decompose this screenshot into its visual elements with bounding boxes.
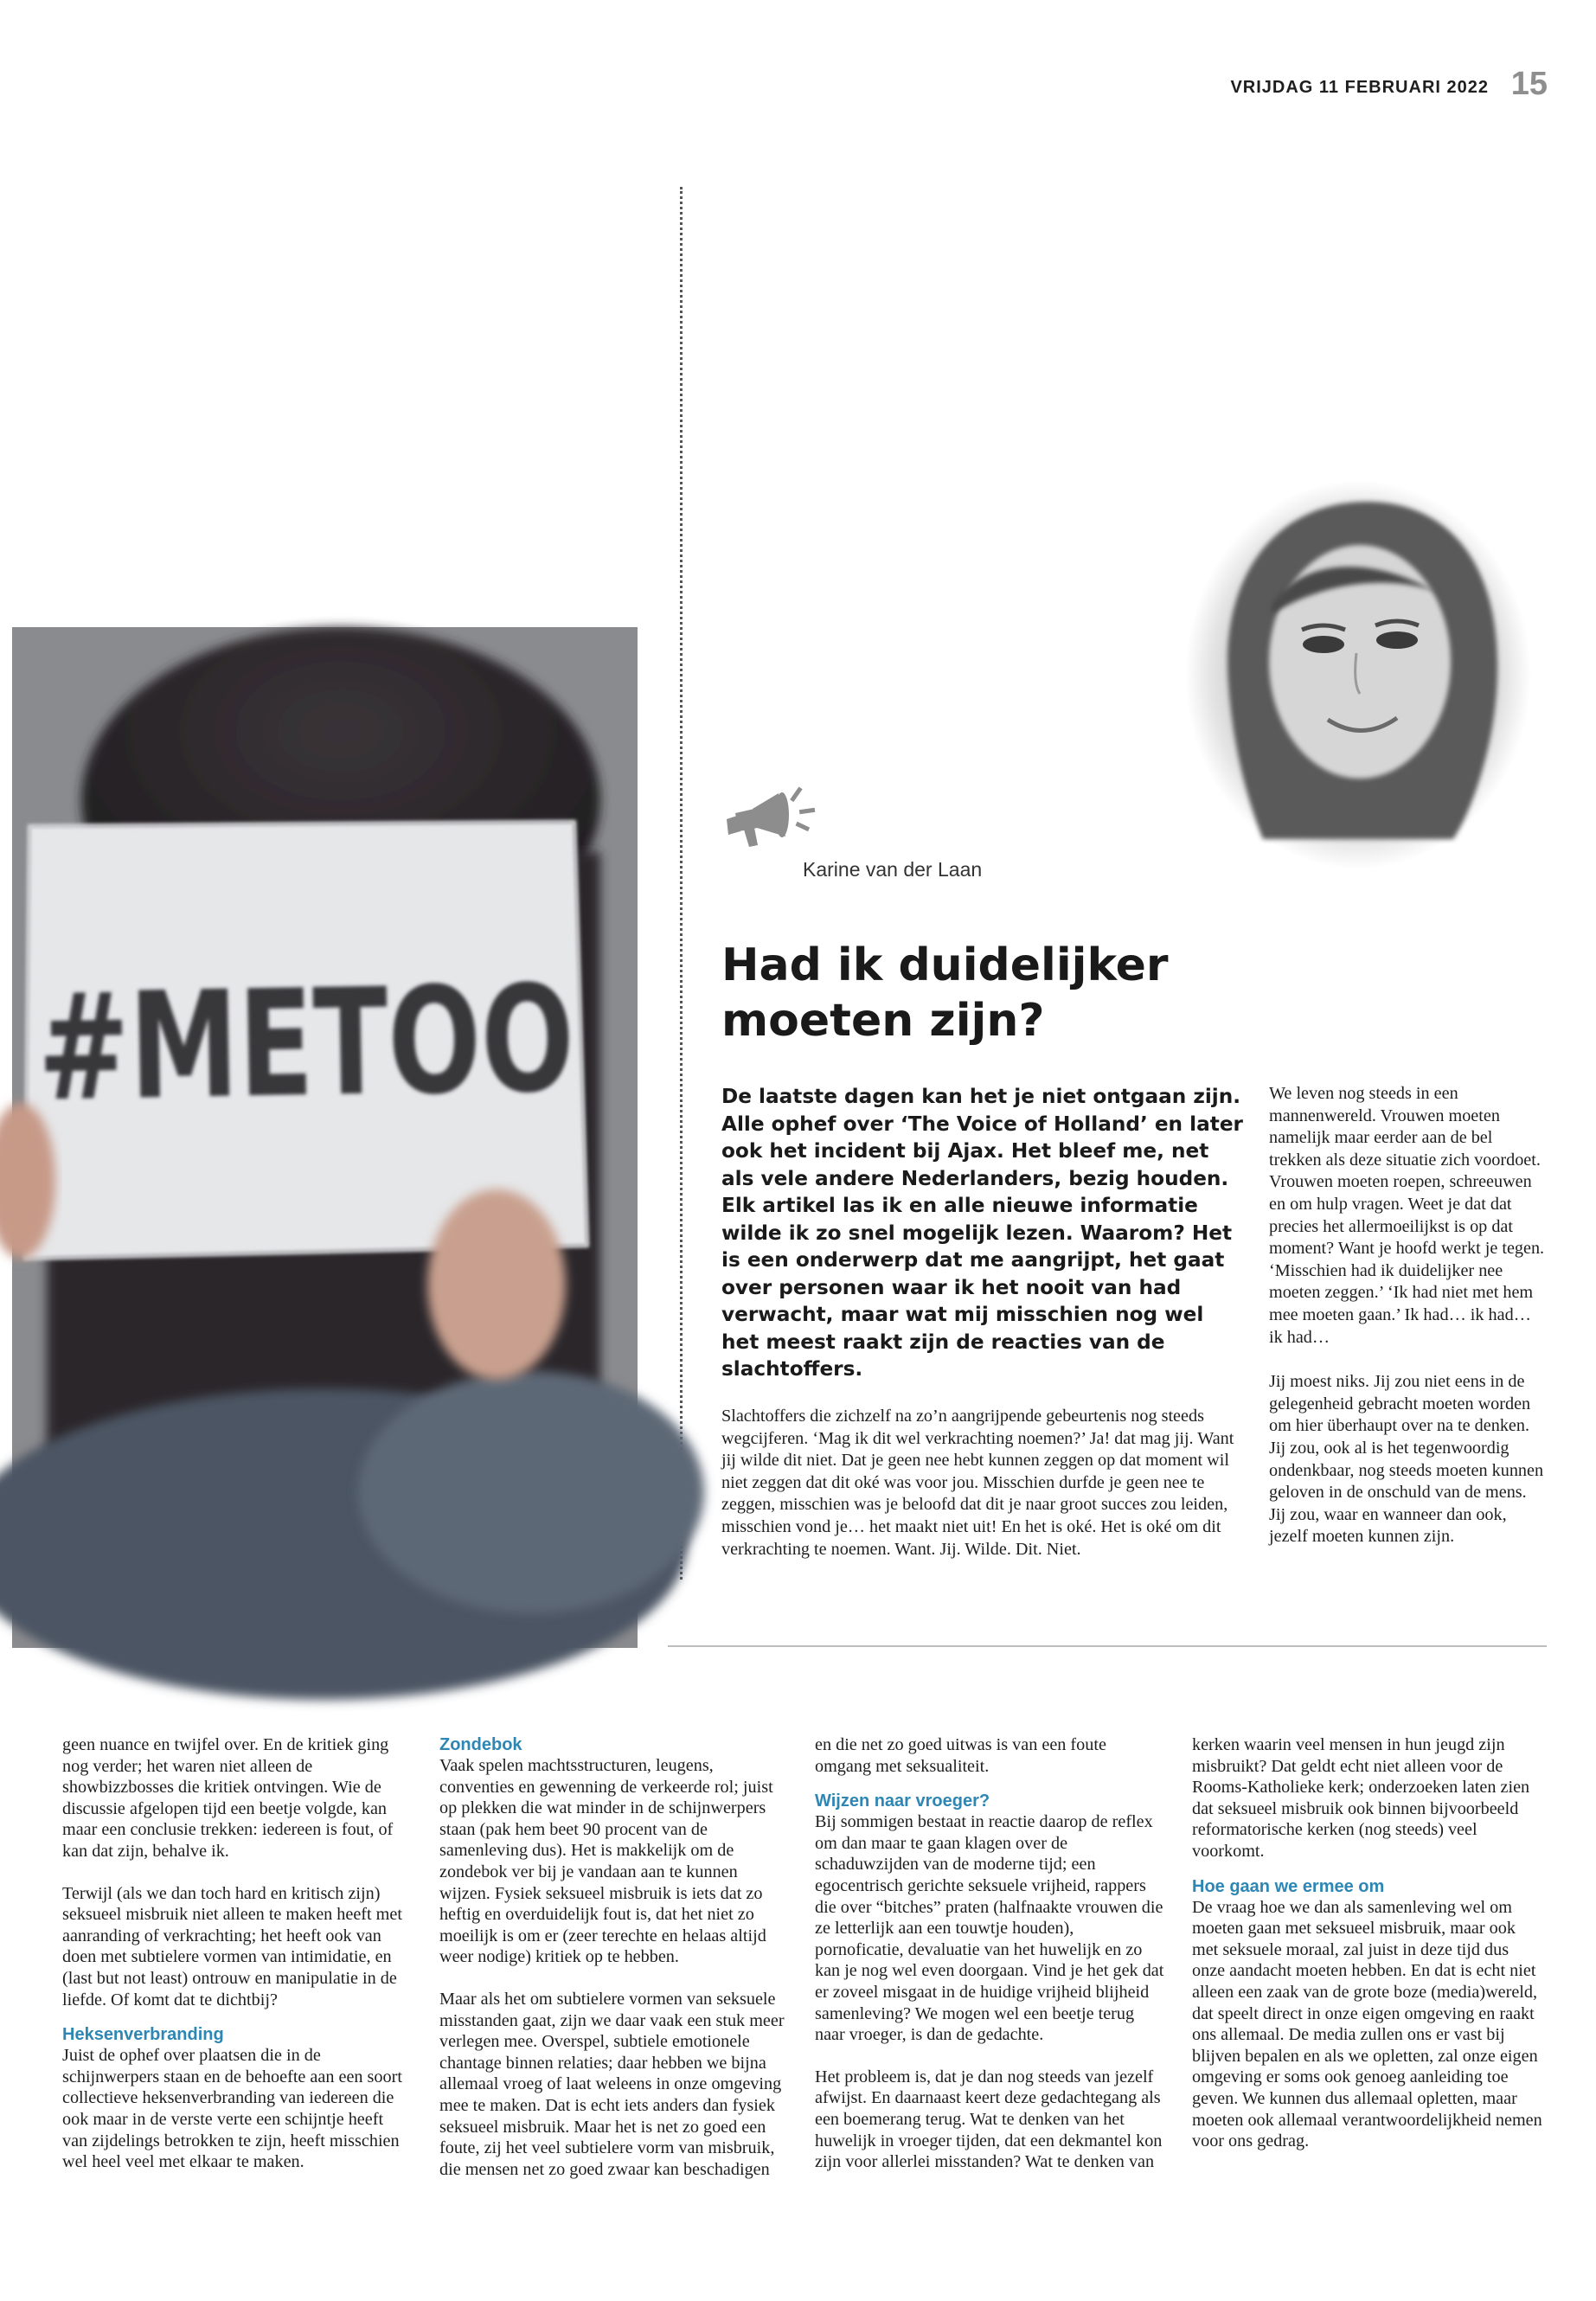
text-column-3 [815, 1734, 1165, 2194]
side-column [1269, 1083, 1546, 1571]
column-paragraph: Terwijl (als we dan toch hard en kritisch zijn) seksueel misbruik niet alleen te maken heeft met aanranding of verkrachting; het heeft ook van doen met subtielere vormen van intimidatie, en (last but not least) ontrouw en manipulatie in de liefde. Of komt dat te dichtbij? [62, 1883, 402, 2009]
side-paragraph: We leven nog steeds in een mannenwereld. Vrouwen moeten namelijk maar eerder aan de bel trekken als deze situatie zich voordoet. Vrouwen moeten roepen, schreeuwen en om hulp vragen. Weet je dat dat precies het allermoeilijkst is op dat moment? Want je hoofd werkt je tegen. ‘Misschien had ik duidelijker nee moeten zeggen.’ ‘Ik had niet met hem mee moeten gaan.’ Ik had… ik had… ik had… [1269, 1084, 1545, 1347]
megaphone-icon [718, 774, 815, 861]
page-date: VRIJDAG 11 FEBRUARI 2022 [1230, 78, 1489, 97]
section-divider [668, 1645, 1547, 1647]
metoo-sign [36, 950, 760, 1135]
column-paragraph: Vaak spelen machtsstructuren, leugens, conventies en gewenning de verkeerde rol; juist op plekken die wat minder in de schijnwerpers staan (pak hem beet 90 procent van de samenleving dus). Het is makkelijk om de zondebok ver bij je vandaan aan te kunnen wijzen. Fysiek seksueel misbruik is iets dat zo heftig en overduidelijk fout is, dat het niet zo moeilijk is om er (zeer terechte en helaas altijd weer nodige) kritiek op te hebben. [439, 1756, 773, 1967]
subheading-hoe-gaan-we-ermee-om: Hoe gaan we ermee om [1192, 1876, 1385, 1896]
author-name: Karine van der Laan [803, 858, 983, 881]
column-divider [680, 187, 683, 1580]
article-intro: De laatste dagen kan het je niet ontgaan zijn. Alle ophef over ‘The Voice of Holland’ en later ook het incident bij Ajax. Het bleef me, net als vele andere Nederlanders, bezig houden. Elk artikel las ik en alle nieuwe informatie wilde ik zo snel mogelijk lezen. Waarom? Het is een onderwerp dat me aangrijpt, het gaat over personen waar ik het nooit van had verwacht, maar wat mij misschien nog wel het meest raakt zijn de reacties van de slachtoffers. [721, 1085, 1243, 1381]
subheading-heksenverbranding: Heksenverbranding [62, 2025, 224, 2045]
svg-text:#METOO: #METOO [36, 950, 760, 1135]
subheading-zondebok: Zondebok [439, 1735, 522, 1754]
column-paragraph: kerken waarin veel mensen in hun jeugd zijn misbruikt? Dat geldt echt niet alleen voor de Rooms-Katholieke kerk; onderzoeken laten zien dat seksueel misbruik ook binnen bijvoorbeeld reformatorische kerken (nog steeds) veel voorkomt. [1192, 1735, 1530, 1861]
column-paragraph: Maar als het om subtielere vormen van seksuele misstanden gaat, zijn we daar vaak een stuk meer verlegen mee. Overspel, subtiele emotionele chantage binnen relaties; daar hebben we bijna allemaal vroeg of laat weleens in onze omgeving mee te maken. Dat is echt iets anders dan fysiek seksueel misbruik. Maar het is net zo goed een foute, zij het veel subtielere vorm van misbruik, die mensen net zo goed zwaar kan beschadigen [439, 1989, 785, 2179]
column-paragraph: en die net zo goed uitwas is van een foute omgang met seksualiteit. [815, 1735, 1106, 1776]
side-paragraph: Jij moest niks. Jij zou niet eens in de gelegenheid gebracht moeten worden om hier überhaupt over na te denken. Jij zou, ook al is het tegenwoordig ondenkbaar, nog steeds moeten kunnen geloven in de onschuld van de mens. Jij zou, waar en wanneer dan ook, jezelf moeten kunnen zijn. [1269, 1372, 1544, 1547]
text-column-2 [439, 1734, 790, 2201]
page-number: 15 [1510, 66, 1548, 102]
author-portrait [1168, 467, 1548, 874]
subheading-wijzen-naar-vroeger: Wijzen naar vroeger? [815, 1791, 990, 1811]
column-paragraph: Het probleem is, dat je dan nog steeds van jezelf afwijst. En daarnaast keert deze gedachtegang als een boemerang terug. Wat te denken van het huwelijk in vroeger tijden, dat een dekmantel kon zijn voor allerlei misstanden? Wat te denken van [815, 2067, 1163, 2172]
metoo-photo-illustration [12, 627, 760, 1648]
metoo-photo [12, 627, 760, 1648]
article-paragraph: Slachtoffers die zichzelf na zo’n aangrijpende gebeurtenis nog steeds wegcijferen. ‘Mag ik dit wel verkrachting noemen?’ Ja! dat mag jij. Want jij wilde dit niet. Dat je geen nee hebt kunnen zeggen op dat moment wil niet zeggen dat dit oké was voor jou. Misschien durfde je geen nee te zeggen, misschien was je beloofd dat dit je naar groot succes zou leiden, misschien vond je… het maakt niet uit! En het is oké. Het is oké om dit verkrachting te noemen. Want. Jij. Wilde. Dit. Niet. [721, 1407, 1234, 1559]
column-paragraph: Juist de ophef over plaatsen die in de schijnwerpers staan en de behoefte aan een soort collectieve heksenverbranding van iedereen die ook maar in de verste verte een schijntje heeft van zijdelings betrokken te zijn, heeft misschien wel heel veel met elkaar te maken. [62, 2046, 402, 2172]
column-paragraph: Bij sommigen bestaat in reactie daarop de reflex om dan maar te gaan klagen over de schaduwzijden van de moderne tijd; een egocentrisch gerichte seksuele vrijheid, rappers die over “bitches” praten (halfnaakte vrouwen die ze letterlijk aan een touwtje houden), pornoficatie, devaluatie van het huwelijk en zo kan je nog wel even doorgaan. Vind je het gek dat er zoveel misgaat in de huidige vrijheid blijheid samenleving? We mogen wel een beetje terug naar vroeger, is dan de gedachte. [815, 1812, 1164, 2045]
text-column-1 [62, 1734, 413, 2194]
column-paragraph: geen nuance en twijfel over. En de kritiek ging nog verder; het waren niet alleen de showbizzbosses die kritiek ontvingen. Wie de discussie afgelopen tijd een beetje volgde, kan maar een conclusie trekken: iedereen is fout, of kan dat zijn, behalve ik. [62, 1735, 394, 1861]
column-paragraph: De vraag hoe we dan als samenleving wel om moeten gaan met seksueel misbruik, maar ook met seksuele moraal, zal juist in deze tijd dus onze aandacht moeten hebben. En dat is echt niet alleen een zaak van de grote boze (media)wereld, dat speelt direct in onze eigen omgeving en raakt ons allemaal. De media zullen ons er vast bij blijven bepalen en als we opletten, zal onze eigen omgeving er soms ook genoeg aanleiding toe geven. We kunnen dus allemaal opletten, maar moeten ook allemaal verantwoordelijkheid nemen voor ons gedrag. [1192, 1897, 1542, 2151]
article-title: Had ik duidelijker moeten zijn? [721, 939, 1169, 1047]
text-column-4 [1192, 1734, 1542, 2173]
